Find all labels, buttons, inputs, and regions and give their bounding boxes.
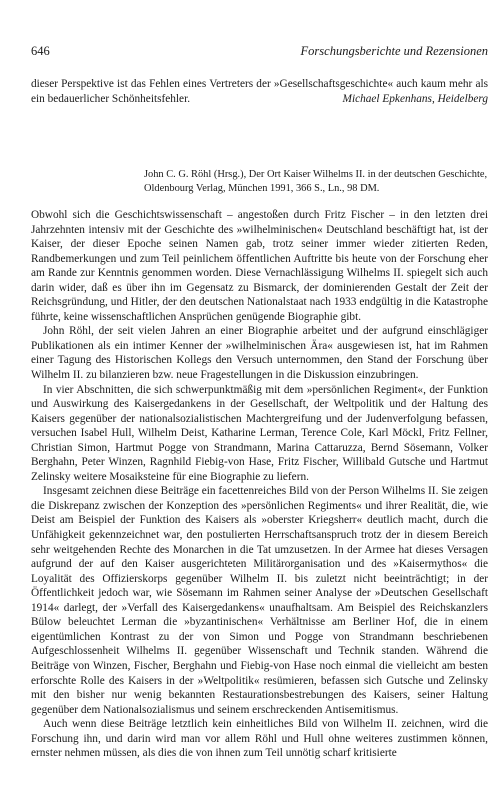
previous-review-text: dieser Perspektive ist das Fehlen eines Vertreters der »Gesellschaftsgeschichte« auch kaum mehr als ein bedauerlicher Schönheitsfehler. <box>31 78 488 105</box>
running-header <box>31 44 488 59</box>
running-title: Forschungsberichte und Rezensionen <box>300 44 488 58</box>
reviewer-signature: Michael Epkenhans, Heidelberg <box>342 92 488 105</box>
book-citation: John C. G. Röhl (Hrsg.), Der Ort Kaiser Wilhelms II. in der deutschen Geschichte, Oldenbourg Verlag, München 1991, 366 S., Ln., 98 DM. <box>144 169 488 194</box>
page-number: 646 <box>31 44 50 58</box>
review-body <box>31 208 488 761</box>
paragraph: Auch wenn diese Beiträge letztlich kein einheitliches Bild von Wilhelm II. zeichnen, wird die Forschung ihn, und darin wird man vor allem Röhl und Hull ohne weiteres zustimmen können, ernster nehmen müssen, als dies die von ihnen zum Teil unnötig scharf kritisierte <box>31 718 488 760</box>
paragraph: In vier Abschnitten, die sich schwerpunktmäßig mit dem »persönlichen Regiment«, der Funktion und Auswirkung des Kaisergedankens in der Gesellschaft, der Weltpolitik und der Haltung des Kaisers gegenüber der nationalsozialistischen Machtergreifung und der Judenverfolgung befassen, versuchen Isabel Hull, Wilhelm Deist, Katharine Lerman, Terence Cole, Karl Möckl, Fritz Fellner, Christian Simon, Hartmut Pogge von Strandmann, Marina Cattaruzza, Bernd Sösemann, Volker Berghahn, Peter Winzen, Ragnhild Fiebig-von Hase, Fritz Fischer, Willibald Gutsche und Hartmut Zelinsky weitere Mosaiksteine für eine Biographie zu liefern. <box>31 383 488 483</box>
previous-review-ending <box>31 77 488 106</box>
paragraph: Insgesamt zeichnen diese Beiträge ein facettenreiches Bild von der Person Wilhelms II. Sie zeigen die Diskrepanz zwischen der Konzeption des »persönlichen Regiments« und ihrer Realität, die, wie Deist am Beispiel der Funktion des Kaisers als »oberster Kriegsherr« deutlich macht, durch die Unfähigkeit gekennzeichnet war, den postulierten Herrschaftsanspruch trotz der in diesem Bereich sehr weitgehenden Rechte des Monarchen in die Tat umzusetzen. In der Armee hat dieses Versagen aufgrund der auf den Kaiser ausgerichteten Militärorganisation und des »Kaisermythos« die Loyalität des Offizierskorps gegenüber Wilhelm II. bis zuletzt nicht beeinträchtigt; in der Öffentlichkeit jedoch war, wie Sösemann im Rahmen seiner Analyse der »Deutschen Gesellschaft 1914« darlegt, der »Verfall des Kaisergedankens« unaufhaltsam. Am Beispiel des Reichskanzlers Bülow beleuchtet Lerman die »byzantinischen« Verhältnisse am Berliner Hof, die in einem eigentümlichen Kontrast zu der von Simon und Pogge von Strandmann beschriebenen Aufgeschlossenheit Wilhelms II. gegenüber Wissenschaft und Technik standen. Während die Beiträge von Winzen, Fischer, Berghahn und Fiebig-von Hase noch einmal die vielleicht am besten erforschte Rolle des Kaisers in der »Weltpolitik« resümieren, befassen sich Gutsche und Zelinsky mit den bisher nur wenig bekannten Restaurationsbestrebungen des Kaisers, seiner Haltung gegenüber dem Nationalsozialismus und seinem erschreckenden Antisemitismus. <box>31 485 488 716</box>
paragraph: John Röhl, der seit vielen Jahren an einer Biographie arbeitet und der aufgrund einschlägiger Publikationen als ein intimer Kenner der »wilhelminischen Ära« ausgewiesen ist, hat im Rahmen einer Tagung des Historischen Kollegs den Versuch unternommen, den Stand der Forschung über Wilhelm II. zu bilanzieren bzw. neue Fragestellungen in die Diskussion einzubringen. <box>31 325 488 382</box>
paragraph: Obwohl sich die Geschichtswissenschaft – angestoßen durch Fritz Fischer – in den letzten drei Jahrzehnten intensiv mit der Geschichte des »wilhelminischen« Deutschland beschäftigt hat, ist der Kaiser, der dieser Epoche seinen Namen gab, trotz seiner immer wieder zitierten Reden, Randbemerkungen und zum Teil peinlichem öffentlichen Auftritte bis heute von der Forschung eher am Rande zur Kenntnis genommen worden. Diese Vernachlässigung Wilhelms II. spiegelt sich auch darin wider, daß es über ihn im Gegensatz zu Bismarck, der dominierenden Gestalt der Zeit der Reichsgründung, und Hitler, der den deutschen Nationalstaat nach 1933 endgültig in die Katastrophe führte, keine wissenschaftlichen Ansprüchen genügende Biographie gibt. <box>31 209 488 323</box>
